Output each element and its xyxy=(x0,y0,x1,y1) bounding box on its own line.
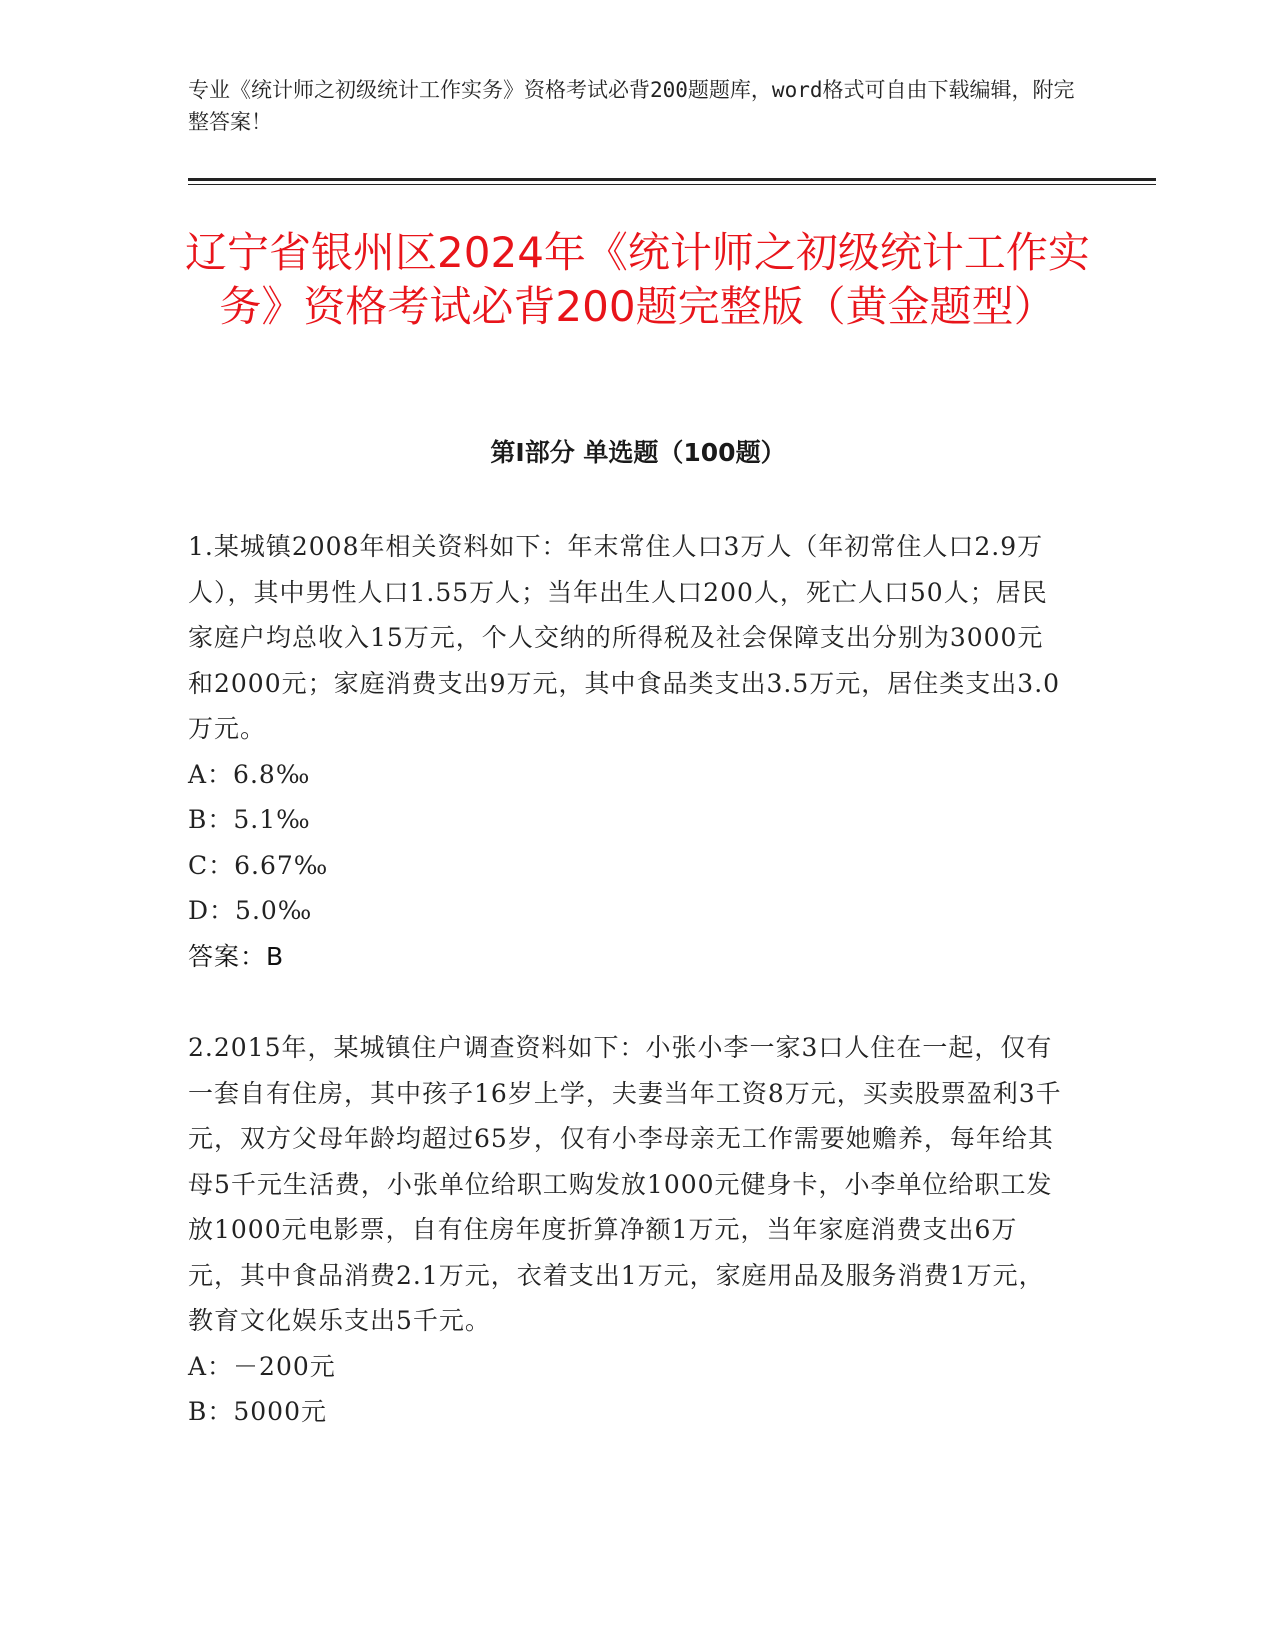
section-heading: 第I部分 单选题（100题） xyxy=(490,438,786,467)
header-note: 专业《统计师之初级统计工作实务》资格考试必背200题题库，word格式可自由下载编辑，附完整答案！ xyxy=(188,78,1075,134)
question-2 xyxy=(188,1025,1068,1435)
header-divider-thick xyxy=(188,178,1156,181)
question-stem: 2.2015年，某城镇住户调查资料如下：小张小李一家3口人住在一起，仅有一套自有住房，其中孩子16岁上学，夫妻当年工资8万元，买卖股票盈利3千元，双方父母年龄均超过65岁，仅有小李母亲无工作需要她赡养，每年给其母5千元生活费，小张单位给职工购发放1000元健身卡，小李单位给职工发放1000元电影票，自有住房年度折算净额1万元，当年家庭消费支出6万元，其中食品消费2.1万元，衣着支出1万元，家庭用品及服务消费1万元，教育文化娱乐支出5千元。 xyxy=(188,1033,1062,1335)
option-c: C：6.67‰ xyxy=(188,850,329,880)
option-b: B：5.1‰ xyxy=(188,805,311,834)
option-a: A：－200元 xyxy=(188,1351,336,1381)
option-d: D：5.0‰ xyxy=(188,896,313,925)
option-a: A：6.8‰ xyxy=(188,759,311,789)
question-stem: 1.某城镇2008年相关资料如下：年末常住人口3万人（年初常住人口2.9万人），其中男性人口1.55万人；当年出生人口200人，死亡人口50人；居民家庭户均总收入15万元，个人交纳的所得税及社会保障支出分别为3000元和2000元；家庭消费支出9万元，其中食品类支出3.5万元，居住类支出3.0万元。 xyxy=(188,532,1061,743)
answer-line: 答案：B xyxy=(188,941,285,971)
question-1 xyxy=(188,524,1068,979)
option-b: B：5000元 xyxy=(188,1397,327,1426)
document-title: 辽宁省银州区2024年《统计师之初级统计工作实务》资格考试必背200题完整版（黄金题型） xyxy=(185,228,1090,331)
header-divider-thin xyxy=(188,184,1156,185)
